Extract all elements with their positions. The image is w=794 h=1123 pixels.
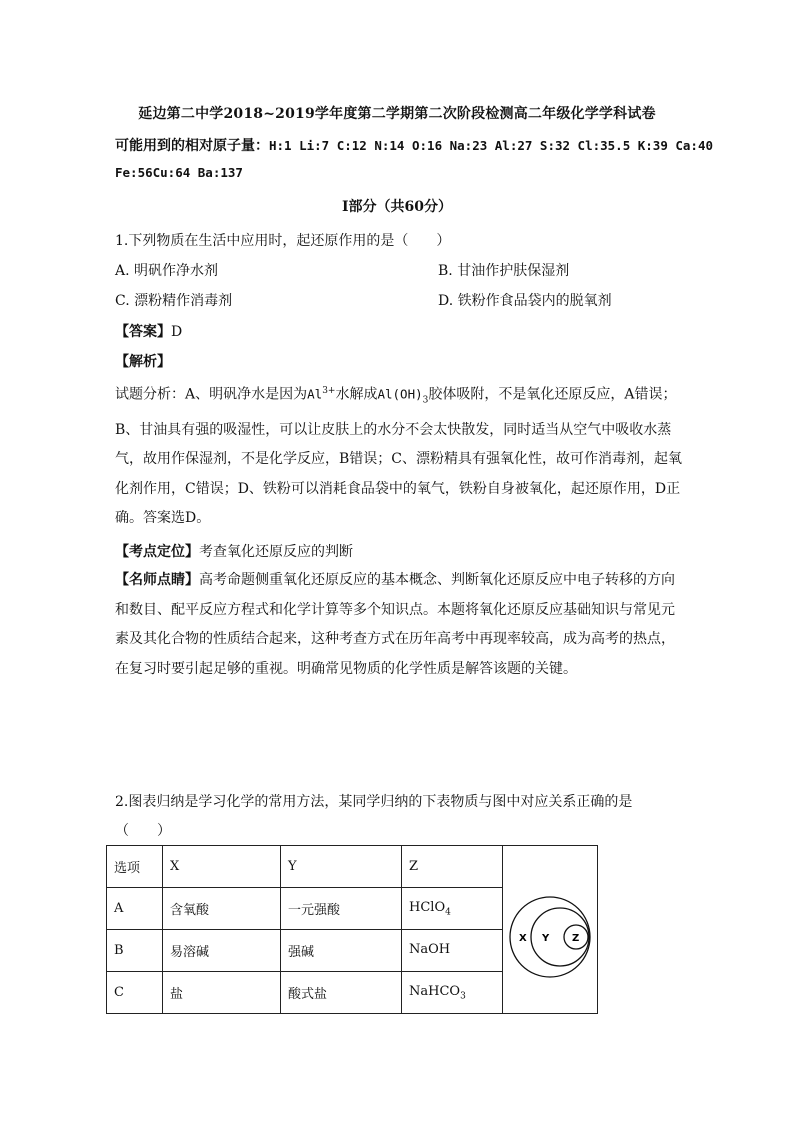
analysis-sub: 3 bbox=[422, 395, 429, 406]
analysis-label: 【解析】 bbox=[115, 354, 171, 370]
section-title: Ⅰ部分（共60分） bbox=[341, 199, 453, 215]
q1-answer bbox=[115, 321, 182, 341]
q1-kaodian bbox=[115, 541, 353, 561]
header-option: 选项 bbox=[107, 846, 163, 888]
row-option: C bbox=[107, 972, 163, 1014]
kaodian-label: 【考点定位】 bbox=[115, 544, 199, 560]
z-subscript: 4 bbox=[445, 907, 451, 918]
label-x: X bbox=[519, 932, 527, 944]
kaodian-text: 考查氧化还原反应的判断 bbox=[199, 544, 353, 560]
header-x: X bbox=[163, 846, 281, 888]
nested-circles-diagram bbox=[503, 850, 597, 1010]
circle-y bbox=[531, 908, 589, 966]
q2-paren: （ ） bbox=[115, 823, 171, 839]
z-subscript: 3 bbox=[460, 991, 466, 1002]
z-formula: NaOH bbox=[409, 941, 451, 957]
atomic-mass-line-1 bbox=[115, 135, 713, 155]
atomic-mass-values-2: Fe:56Cu:64 Ba:137 bbox=[115, 165, 243, 180]
analysis-aloh: Al(OH) bbox=[377, 386, 423, 402]
q1-option-b: B. 甘油作护肤保湿剂 bbox=[438, 263, 570, 279]
header-z: Z bbox=[402, 846, 503, 888]
analysis-sup: 3+ bbox=[322, 386, 336, 396]
atomic-mass-values: H:1 Li:7 C:12 N:14 O:16 Na:23 Al:27 S:32 Cl:35.5 K:39 Ca:40 bbox=[269, 138, 714, 153]
row-x: 含氧酸 bbox=[163, 888, 281, 930]
label-y: Y bbox=[542, 932, 550, 944]
q1-analysis-paragraph bbox=[115, 377, 685, 534]
label-z: Z bbox=[572, 932, 580, 944]
row-z bbox=[402, 972, 503, 1014]
answer-value: D bbox=[171, 324, 183, 340]
q2-table bbox=[106, 845, 598, 1014]
mingshi-label: 【名师点睛】 bbox=[115, 572, 199, 588]
exam-title: 延边第二中学2018~2019学年度第二学期第二次阶段检测高二年级化学学科试卷 bbox=[138, 106, 656, 122]
row-x: 盐 bbox=[163, 972, 281, 1014]
q1-mingshi-paragraph bbox=[115, 566, 685, 684]
table-header-row bbox=[107, 846, 598, 888]
diagram-cell bbox=[503, 846, 598, 1014]
answer-label: 【答案】 bbox=[115, 324, 171, 340]
analysis-text-2: 水解成 bbox=[335, 386, 378, 403]
mingshi-text: 高考命题侧重氧化还原反应的基本概念、判断氧化还原反应中电子转移的方向和数目、配平反应方程式和化学计算等多个知识点。本题将氧化还原反应基础知识与常见元素及其化合物的性质结合起来，这种考查方式在历年高考中再现率较高，成为高考的热点，在复习时要引起足够的重视。明确常见物质的化学性质是解答该题的关键。 bbox=[115, 572, 675, 677]
q1-option-d: D. 铁粉作食品袋内的脱氧剂 bbox=[438, 293, 612, 309]
row-option: B bbox=[107, 930, 163, 972]
row-y: 酸式盐 bbox=[281, 972, 402, 1014]
analysis-al: Al bbox=[307, 386, 323, 402]
q1-option-c: C. 漂粉精作消毒剂 bbox=[115, 293, 233, 309]
z-formula: NaHCO bbox=[409, 983, 461, 999]
header-y: Y bbox=[281, 846, 402, 888]
q2-stem: 2.图表归纳是学习化学的常用方法，某同学归纳的下表物质与图中对应关系正确的是 bbox=[115, 794, 633, 810]
row-z bbox=[402, 888, 503, 930]
row-y: 一元强酸 bbox=[281, 888, 402, 930]
row-z bbox=[402, 930, 503, 972]
atomic-mass-line-2 bbox=[115, 165, 243, 181]
row-option: A bbox=[107, 888, 163, 930]
analysis-text-3: 胶体吸附，不是氧化还原反应，A错误；B、甘油具有强的吸湿性，可以让皮肤上的水分不会太快散发，同时适当从空气中吸收水蒸气，故用作保湿剂，不是化学反应，B错误；C、漂粉精具有强氧化性，故可作消毒剂，起氧化剂作用，C错误；D、铁粉可以消耗食品袋中的氧气，铁粉自身被氧化，起还原作用，D正确。答案选D。 bbox=[115, 386, 682, 527]
row-y: 强碱 bbox=[281, 930, 402, 972]
analysis-text-1: 试题分析：A、明矾净水是因为 bbox=[115, 386, 308, 403]
atomic-mass-label: 可能用到的相对原子量： bbox=[115, 138, 269, 154]
z-formula: HClO bbox=[409, 899, 446, 915]
q1-stem: 1.下列物质在生活中应用时，起还原作用的是（ ） bbox=[115, 233, 451, 249]
row-x: 易溶碱 bbox=[163, 930, 281, 972]
q1-option-a: A. 明矾作净水剂 bbox=[115, 263, 219, 279]
